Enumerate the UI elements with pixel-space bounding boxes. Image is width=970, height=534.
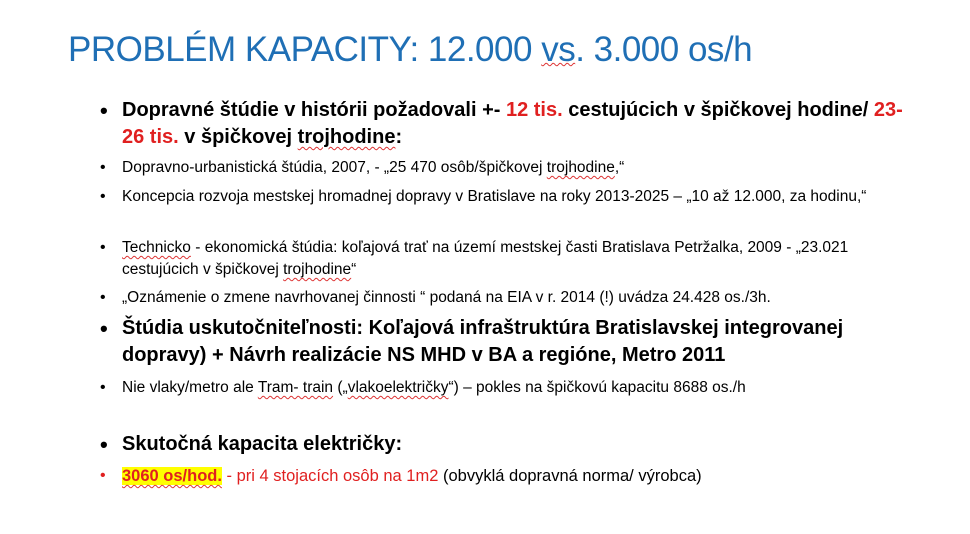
slide-title: PROBLÉM KAPACITY: 12.000 vs. 3.000 os/h — [68, 30, 753, 69]
bullet-capacity-value: • 3060 os/hod. - pri 4 stojacích osôb na 1m2 (obvyklá dopravná norma/ výrobca) — [122, 465, 912, 487]
bullet-technical-study-2009: • Technicko - ekonomická štúdia: koľajová trať na území mestskej časti Bratislava Petržalka, 2009 - „23.021 cestujúcich v špičkovej trojhodine“ — [122, 237, 912, 281]
bullet-real-capacity: • Skutočná kapacita električky: — [122, 431, 912, 458]
bullet-eia-2014: • „Oznámenie o zmene navrhovanej činnosti “ podaná na EIA v r. 2014 (!) uvádza 24.428 os./3h. — [122, 287, 912, 309]
bullet-historical-studies: • Dopravné štúdie v histórii požadovali +- 12 tis. cestujúcich v špičkovej hodine/ 23-26 tis. v špičkovej trojhodine: — [122, 97, 912, 151]
highlighted-capacity: 3060 os/hod. — [122, 467, 222, 485]
bullet-urban-study-2007: • Dopravno-urbanistická štúdia, 2007, - „25 470 osôb/špičkovej trojhodine,“ — [122, 157, 912, 179]
bullet-feasibility-study: • Štúdia uskutočniteľnosti: Koľajová infraštruktúra Bratislavskej integrovanej dopravy) + Návrh realizácie NS MHD v BA a regióne, Metro 2011 — [122, 315, 912, 369]
bullet-tram-train: • Nie vlaky/metro ale Tram- train („vlakoelektričky“) – pokles na špičkovú kapacitu 8688 os./h — [122, 377, 912, 399]
bullet-concept-2013-2025: • Koncepcia rozvoja mestskej hromadnej dopravy v Bratislave na roky 2013-2025 – „10 až 12.000, za hodinu,“ — [122, 186, 912, 208]
